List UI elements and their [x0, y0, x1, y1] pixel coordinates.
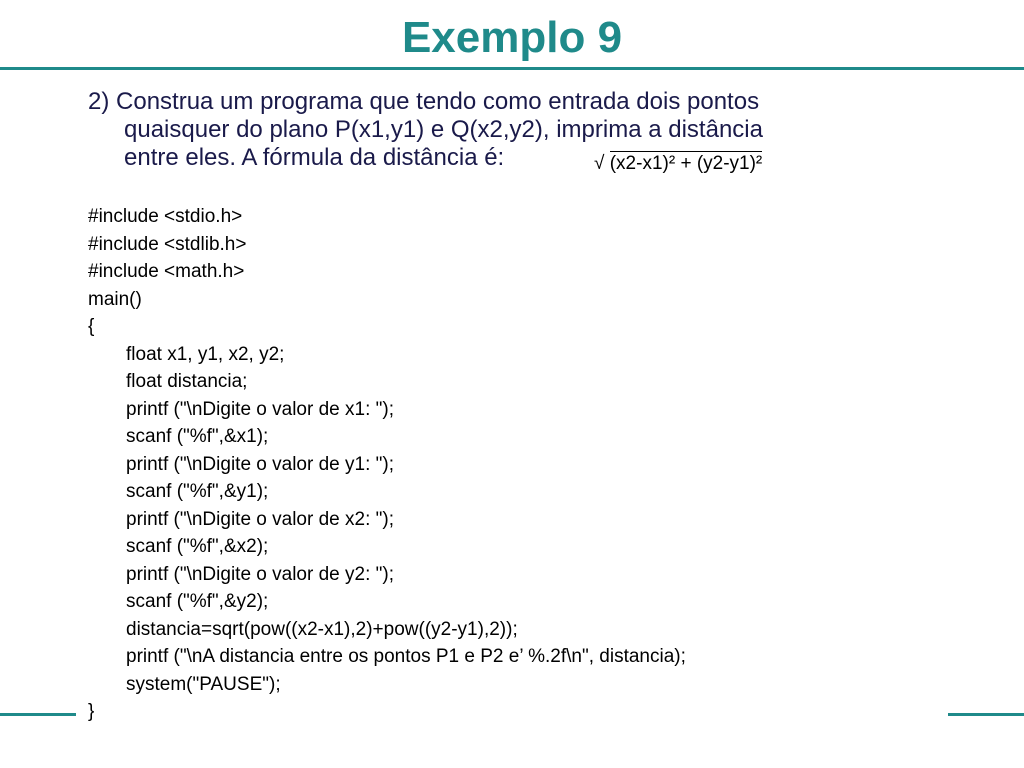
code-line-compute-distancia: distancia=sqrt(pow((x2-x1),2)+pow((y2-y1),2)); — [126, 618, 518, 640]
square-root-symbol: √ — [594, 153, 605, 174]
code-line-main: main() — [88, 288, 142, 310]
distance-formula — [594, 152, 762, 176]
code-line-include-stdio: #include <stdio.h> — [88, 206, 243, 227]
slide-title: Exemplo 9 — [401, 13, 623, 62]
footer-divider-right — [948, 713, 1024, 716]
code-line-scanf-y2: scanf ("%f",&y2); — [126, 591, 269, 612]
code-line-close-brace: } — [88, 701, 95, 722]
footer-divider-left — [0, 713, 76, 716]
problem-line-1: 2) Construa um programa que tendo como entrada dois pontos — [88, 88, 760, 115]
code-line-printf-x2: printf ("\nDigite o valor de x2: "); — [126, 508, 394, 530]
code-line-scanf-y1: scanf ("%f",&y1); — [126, 481, 269, 502]
code-line-printf-y2: printf ("\nDigite o valor de y2: "); — [126, 563, 394, 585]
problem-line-2: quaisquer do plano P(x1,y1) e Q(x2,y2), imprima a distância — [124, 116, 763, 143]
code-line-scanf-x2: scanf ("%f",&x2); — [126, 536, 269, 557]
code-line-system-pause: system("PAUSE"); — [126, 673, 281, 695]
formula-radicand: (x2-x1)² + (y2-y1)² — [609, 153, 763, 174]
title-divider — [0, 67, 1024, 70]
code-line-include-math: #include <math.h> — [88, 261, 245, 282]
code-line-printf-y1: printf ("\nDigite o valor de y1: "); — [126, 453, 394, 475]
code-line-declare-points: float x1, y1, x2, y2; — [126, 343, 285, 365]
code-block — [88, 203, 686, 726]
code-line-printf-x1: printf ("\nDigite o valor de x1: "); — [126, 398, 394, 420]
code-line-include-stdlib: #include <stdlib.h> — [88, 233, 247, 255]
code-line-open-brace: { — [88, 316, 95, 337]
code-line-scanf-x1: scanf ("%f",&x1); — [126, 426, 269, 447]
code-line-declare-distancia: float distancia; — [126, 371, 248, 392]
problem-line-3: entre eles. A fórmula da distância é: — [124, 144, 505, 171]
problem-statement — [88, 88, 908, 172]
code-line-printf-result: printf ("\nA distancia entre os pontos P1 e P2 e’ %.2f\n", distancia); — [126, 646, 686, 667]
